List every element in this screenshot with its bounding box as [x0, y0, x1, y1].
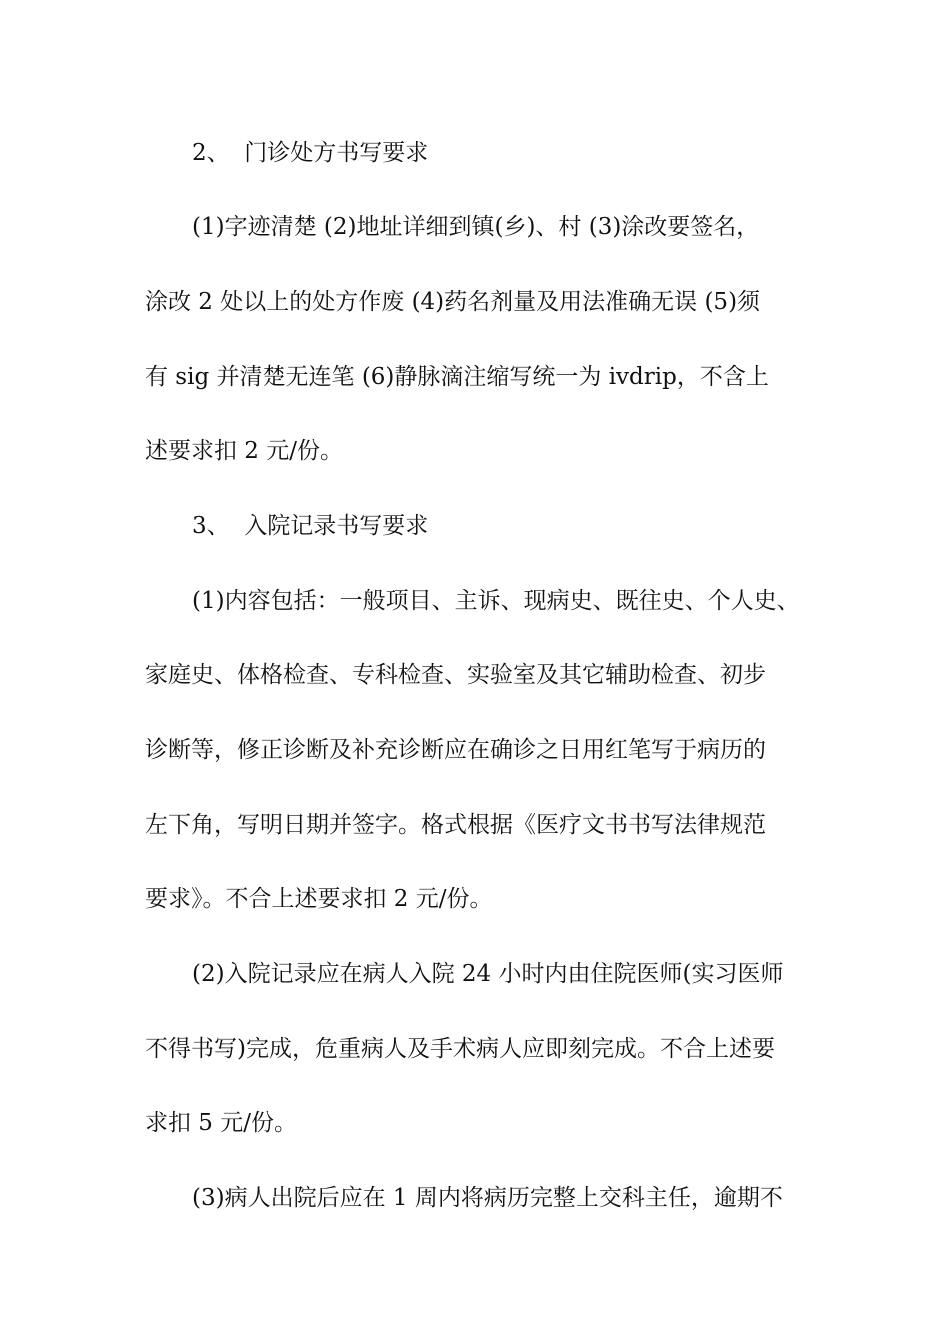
paragraph-line: (1)内容包括：一般项目、主诉、现病史、既往史、个人史、: [192, 588, 800, 614]
paragraph-line: 家庭史、体格检查、专科检查、实验室及其它辅助检查、初步: [145, 662, 766, 688]
paragraph-line: 有 sig 并清楚无连笔 (6)静脉滴注缩写统一为 ivdrip，不含上: [145, 364, 769, 390]
paragraph-line: 涂改 2 处以上的处方作废 (4)药名剂量及用法准确无误 (5)须: [145, 289, 761, 315]
section-heading-outpatient-prescription: 2、 门诊处方书写要求: [192, 140, 429, 166]
paragraph-line: (1)字迹清楚 (2)地址详细到镇(乡)、村 (3)涂改要签名，: [192, 214, 760, 240]
paragraph-line: (2)入院记录应在病人入院 24 小时内由住院医师(实习医师: [192, 961, 784, 987]
paragraph-line: 要求》。不合上述要求扣 2 元/份。: [145, 886, 493, 912]
paragraph-line: 不得书写)完成，危重病人及手术病人应即刻完成。不合上述要: [145, 1036, 775, 1062]
paragraph-line: (3)病人出院后应在 1 周内将病历完整上交科主任，逾期不: [192, 1185, 783, 1211]
paragraph-line: 求扣 5 元/份。: [145, 1110, 298, 1136]
paragraph-line: 诊断等，修正诊断及补充诊断应在确诊之日用红笔写于病历的: [145, 737, 766, 763]
section-heading-admission-record: 3、 入院记录书写要求: [192, 513, 429, 539]
paragraph-line: 左下角，写明日期并签字。格式根据《医疗文书书写法律规范: [145, 812, 766, 838]
paragraph-line: 述要求扣 2 元/份。: [145, 438, 344, 464]
